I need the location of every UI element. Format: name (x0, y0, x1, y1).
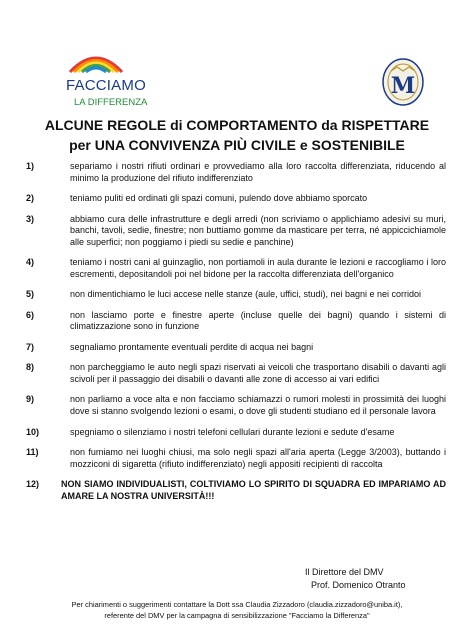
rule-item (26, 257, 446, 280)
rule-number: 10) (26, 426, 40, 437)
rule-number: 8) (26, 362, 35, 373)
rule-text: non lasciamo porte e finestre aperte (incluse quelle dei bagni) quando i sistemi di climatizzazione sono in funzione (70, 309, 446, 332)
signature-role: Il Direttore del DMV (305, 567, 384, 577)
rule-item (26, 289, 446, 301)
rule-number: 4) (26, 257, 35, 268)
rule-number: 6) (26, 309, 35, 320)
rule-text: spegniamo o silenziamo i nostri telefoni cellulari durante lezioni e sedute d'esame (70, 426, 395, 437)
rule-number: 3) (26, 213, 35, 224)
rule-item (26, 193, 446, 205)
rule-item-final (26, 479, 446, 502)
rule-number: 2) (26, 193, 35, 204)
rule-text: separiamo i nostri rifiuti ordinari e provvediamo alla loro raccolta differenziata, riducendo al minimo la produzione del rifiuto indifferenziato (70, 161, 446, 183)
rule-number: 12) (26, 479, 40, 490)
rule-text: non parliamo a voce alta e non facciamo schiamazzi o rumori molesti in prossimità dei luoghi dove si stanno svolgendo lezioni o esami, o dove gli studenti studiano ed il personale lavora (70, 394, 446, 417)
rule-text: teniamo puliti ed ordinati gli spazi comuni, pulendo dove abbiamo sporcato (70, 193, 368, 204)
rule-number: 7) (26, 341, 35, 352)
logo-brand-text: FACCIAMO (66, 77, 146, 94)
rule-number: 5) (26, 289, 35, 300)
rule-item (26, 394, 446, 417)
rule-text: segnaliamo prontamente eventuali perdite di acqua nei bagni (70, 341, 314, 352)
rule-text: non dimentichiamo le luci accese nelle stanze (aule, uffici, studi), nei bagni e nei corridoi (70, 289, 422, 300)
rule-item (26, 310, 446, 333)
title-line-1: ALCUNE REGOLE di COMPORTAMENTO da RISPETTARE (44, 117, 430, 133)
logo-subtitle-text: LA DIFFERENZA (74, 97, 148, 108)
rule-number: 9) (26, 394, 35, 405)
footer-contact-line: Per chiarimenti o suggerimenti contattare la Dott ssa Claudia Zizzadoro (claudia.zizzadoro@uniba.it), (71, 600, 403, 609)
rule-text: non fumiamo nei luoghi chiusi, ma solo negli spazi all'aria aperta (Legge 3/2003), buttando i mozziconi di sigaretta (rifiuto indifferenziato) negli appositi recipienti di raccolta (70, 447, 446, 469)
dmv-emblem (381, 57, 425, 107)
rule-item (26, 447, 446, 470)
rule-text: non parcheggiamo le auto negli spazi riservati ai veicoli che trasportano disabili o davanti agli scivoli per il passaggio dei disabili o davanti alle zone di accesso ai vari edifici (70, 362, 446, 384)
rule-item (26, 427, 446, 439)
rule-item (26, 161, 446, 184)
title-line-2: per UNA CONVIVENZA PIÙ CIVILE e SOSTENIBILE (69, 137, 405, 153)
rule-text: NON SIAMO INDIVIDUALISTI, COLTIVIAMO LO SPIRITO DI SQUADRA ED IMPARIAMO AD AMARE LA NOSTRA UNIVERSITÀ!!! (61, 479, 446, 501)
rainbow-icon (66, 50, 126, 74)
rule-number: 11) (26, 447, 39, 457)
rule-text: abbiamo cura delle infrastrutture e degli arredi (non scriviamo o applichiamo adesivi su muri, banchi, tavoli, sedie, finestre; non buttiamo gomme da masticare per terra, né appiccichiamole alle superfici; non poggiamo i piedi su sedie e panchine) (70, 213, 446, 247)
rules-list (26, 161, 446, 511)
footer-campaign-line: referente del DMV per la campagna di sensibilizzazione "Facciamo la Differenza" (104, 611, 370, 620)
rule-text: teniamo i nostri cani al guinzaglio, non portiamoli in aula durante le lezioni e raccogliamo i loro escrementi, depositandoli poi nel bidone per la raccolta differenziata dell'organico (70, 257, 446, 279)
rule-number: 1) (26, 161, 35, 171)
facciamo-logo (54, 50, 148, 110)
emblem-letter: M (390, 73, 416, 99)
rule-item (26, 214, 446, 249)
rule-item (26, 362, 446, 385)
signature-name: Prof. Domenico Otranto (311, 580, 406, 590)
rule-item (26, 342, 446, 354)
